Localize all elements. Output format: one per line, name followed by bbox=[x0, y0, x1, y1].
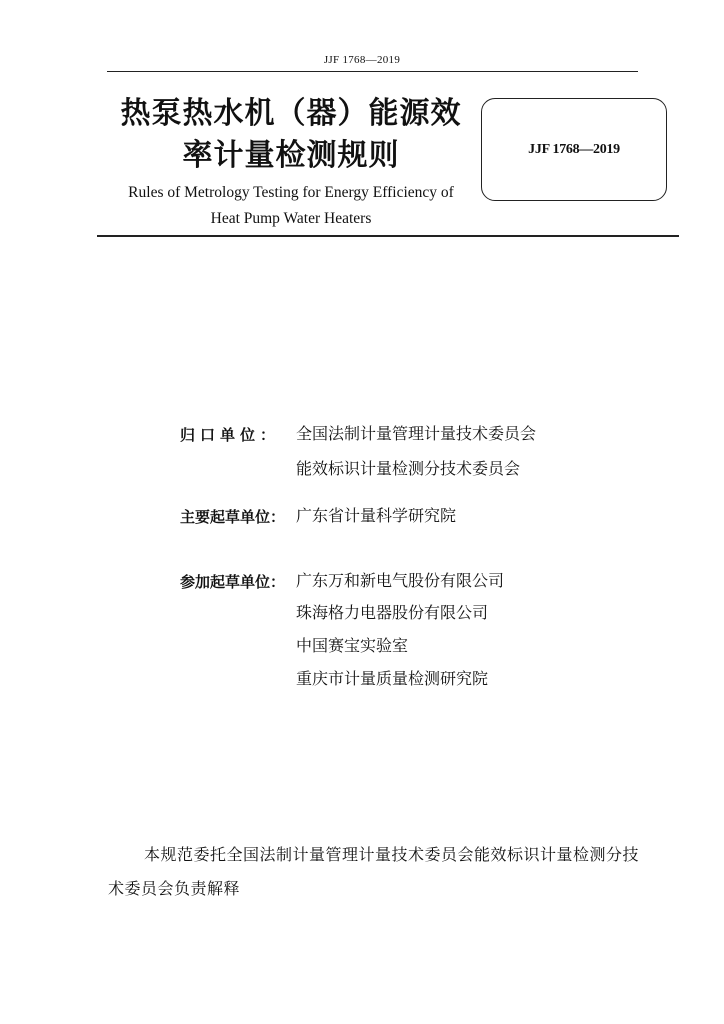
participating-drafter-label: 参加起草单位： bbox=[180, 573, 286, 591]
standard-code-box bbox=[481, 98, 667, 201]
header-standard-code: JJF 1768—2019 bbox=[323, 54, 401, 66]
participating-drafter-2: 珠海格力电器股份有限公司 bbox=[296, 603, 489, 622]
title-rule bbox=[97, 235, 679, 237]
responsible-unit-1: 全国法制计量管理计量技术委员会 bbox=[296, 424, 537, 443]
document-title-english bbox=[104, 180, 478, 232]
main-drafter: 广东省计量科学研究院 bbox=[296, 506, 457, 525]
title-en-line-1: Rules of Metrology Testing for Energy Efficiency of bbox=[128, 184, 454, 201]
interpretation-note: 本规范委托全国法制计量管理计量技术委员会能效标识计量检测分技术委员会负责解释 bbox=[108, 845, 640, 898]
document-title-chinese bbox=[104, 93, 478, 177]
main-drafter-label: 主要起草单位： bbox=[180, 508, 286, 526]
title-cn-line-1: 热泵热水机（器）能源效 bbox=[120, 96, 462, 131]
responsible-unit-2: 能效标识计量检测分技术委员会 bbox=[296, 459, 521, 478]
participating-drafter-1: 广东万和新电气股份有限公司 bbox=[296, 571, 505, 590]
title-en-line-2: Heat Pump Water Heaters bbox=[210, 210, 372, 227]
title-cn-line-2: 率计量检测规则 bbox=[182, 138, 400, 173]
responsible-unit-label: 归口单位： bbox=[180, 426, 281, 444]
participating-drafter-4: 重庆市计量质量检测研究院 bbox=[296, 669, 489, 688]
standard-code: JJF 1768—2019 bbox=[528, 141, 620, 157]
participating-drafter-3: 中国赛宝实验室 bbox=[296, 636, 409, 655]
header-rule bbox=[107, 71, 638, 72]
